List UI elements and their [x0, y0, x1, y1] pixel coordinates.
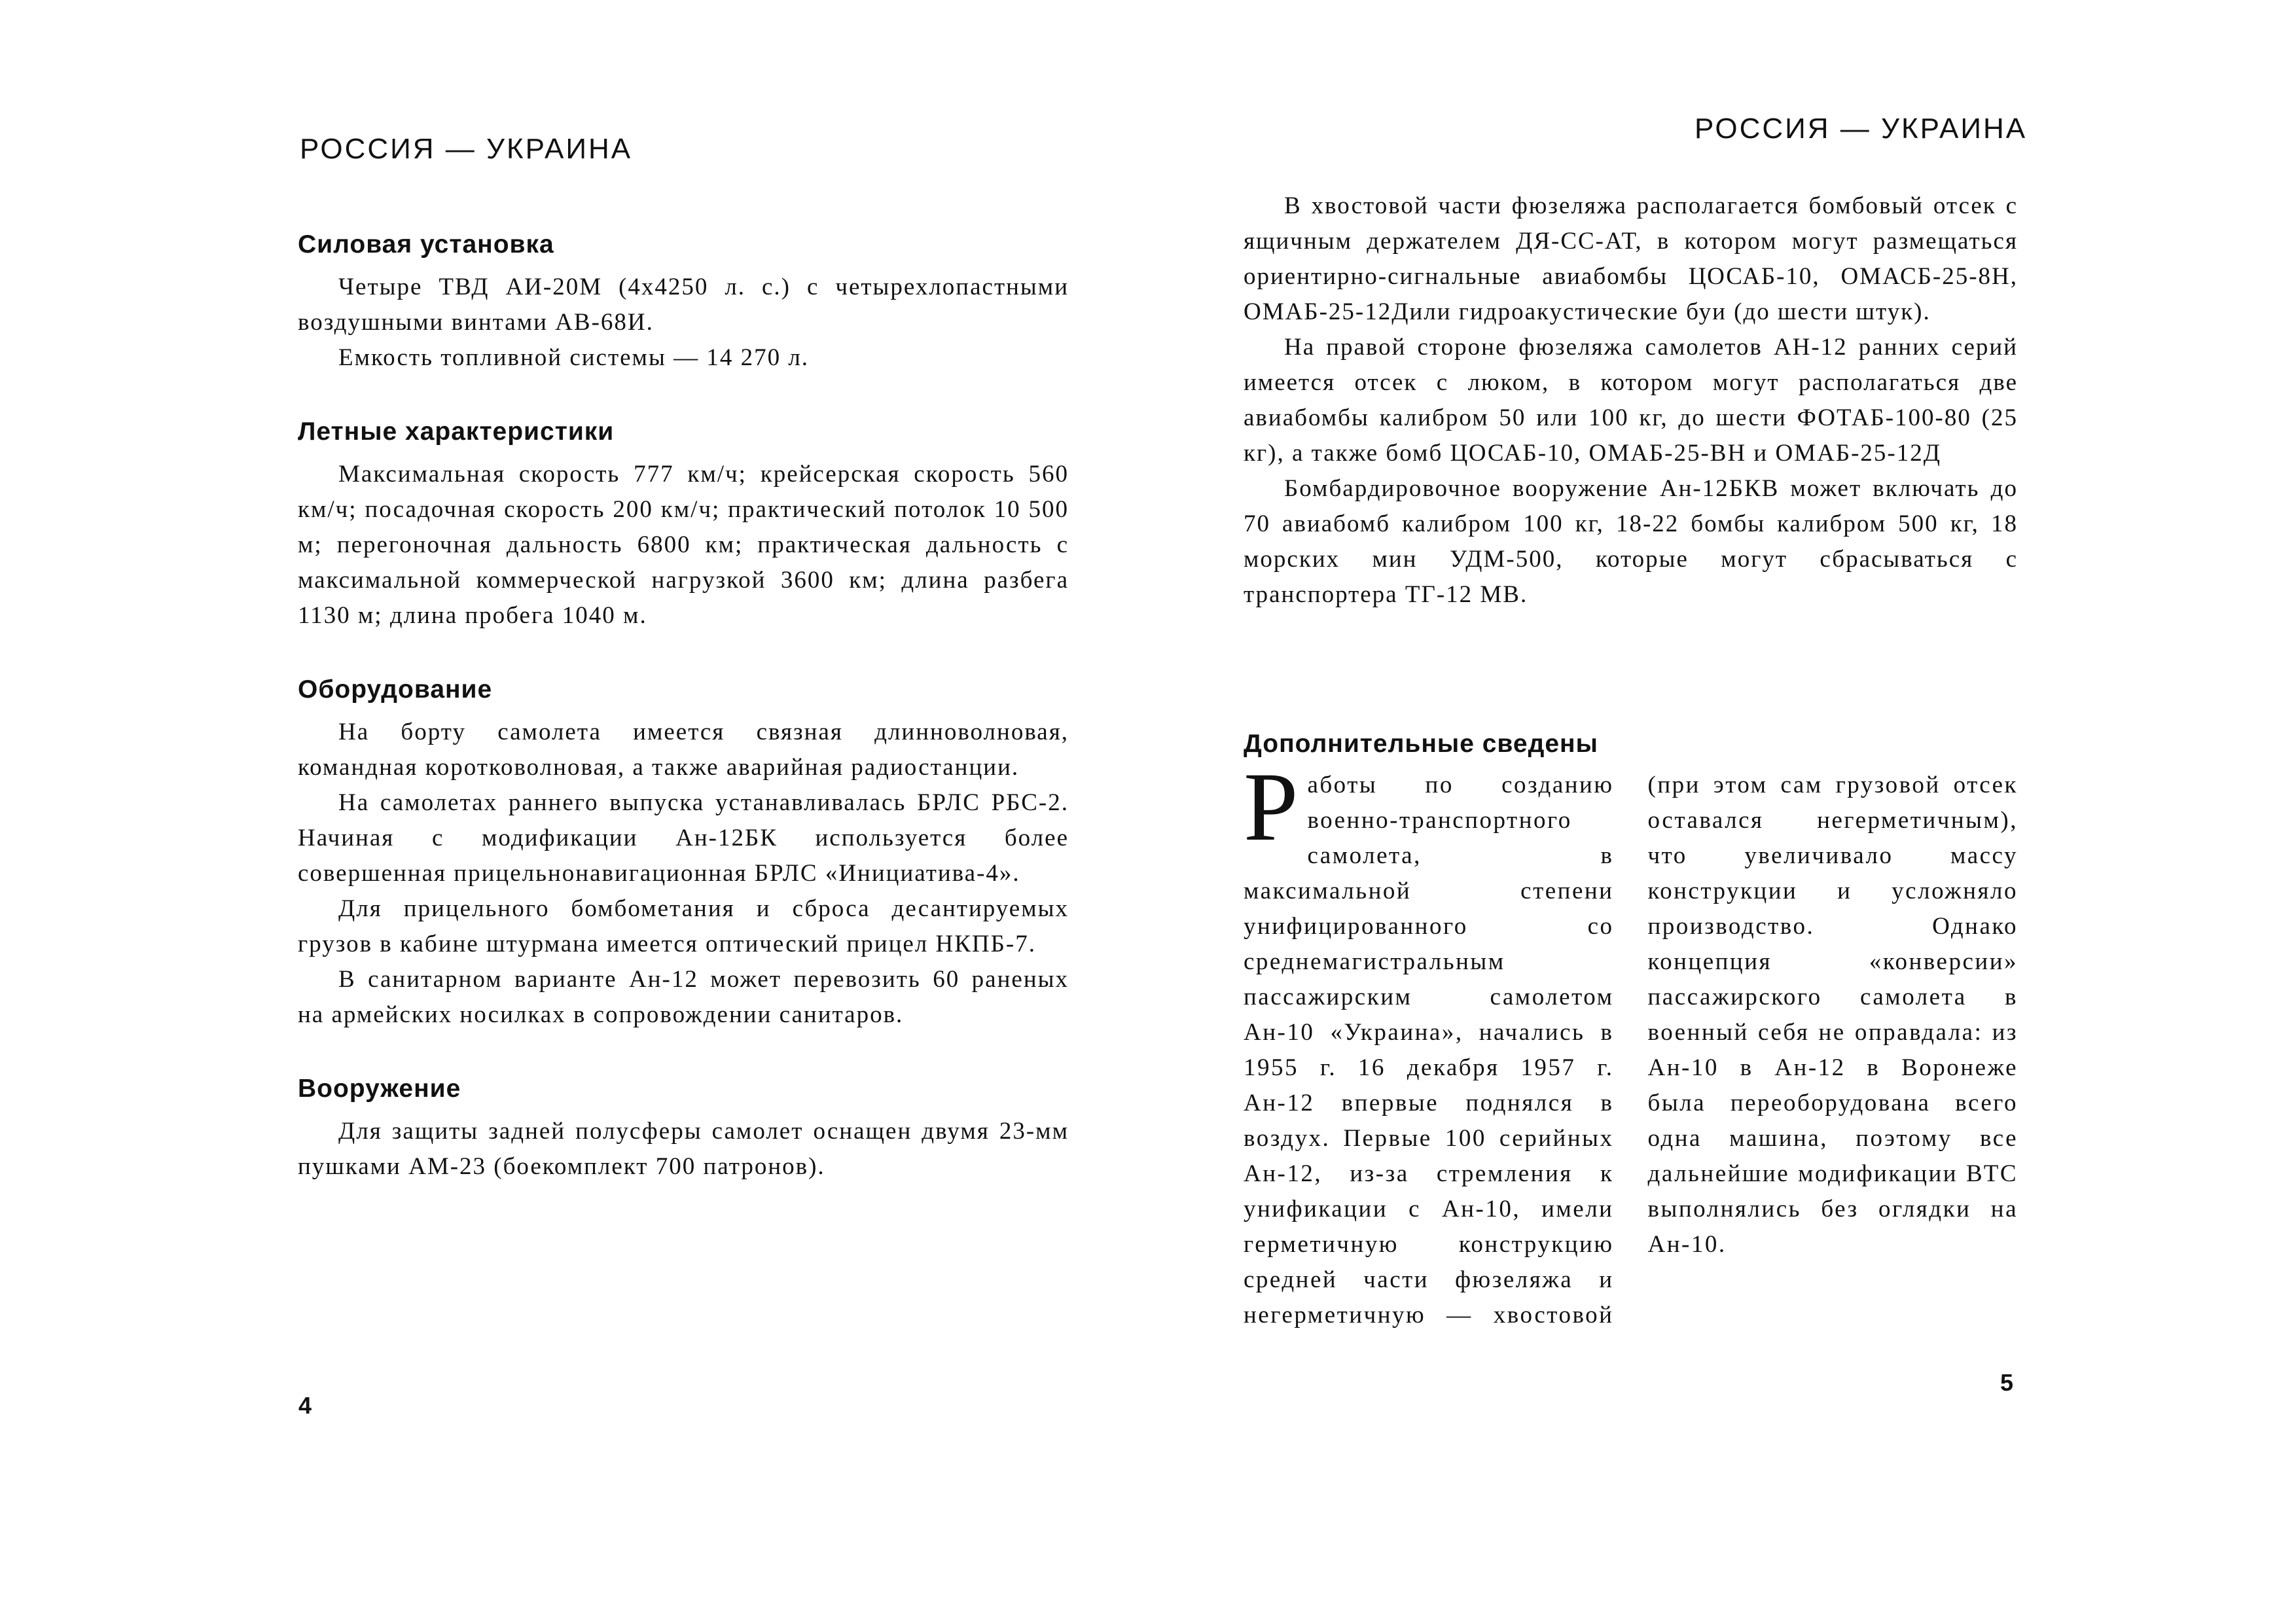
section-heading: Дополнительные сведены: [1244, 730, 1598, 758]
page-number-left: 4: [298, 1392, 312, 1419]
paragraph: Для защиты задней полусферы самолет оснащен двумя 23-мм пушками АМ-23 (боекомплект 700 патронов).: [298, 1118, 1069, 1180]
section-heading: Оборудование: [298, 675, 493, 704]
section-armament: [298, 1075, 1069, 1185]
left-text-column: [298, 230, 1069, 1226]
paragraph: В хвостовой части фюзеляжа располагается бомбовый отсек с ящичным держателем ДЯ-СС-АТ, в котором могут размещаться ориентирно-сигнальные авиабомбы ЦОСАБ-10, ОМАСБ-25-8Н, ОМАБ-25-12Дили гидроакустические буи (до шести штук).: [1244, 192, 2018, 325]
section-heading: Силовая установка: [298, 230, 554, 259]
paragraph: Для прицельного бомбометания и сброса десантируемых грузов в кабине штурмана имеется оптический прицел НКПБ-7.: [298, 895, 1069, 957]
paragraph: На борту самолета имеется связная длинноволновая, командная коротковолновая, а также аварийная радиостанции.: [298, 719, 1069, 781]
paragraph: аботы по созданию военно-транспортного самолета, в максимальной степени унифицированного со среднемагистральным пассажирским самолетом Ан-10 «Украина», начались в 1955 г. 16 декабря 1957 г. Ан-12 впервые поднялся в воздух. Первые 100 серийных Ан-12, из-за стремления к унификации с Ан-10, имели герметичную конструкцию средней части фюзеляжа и негерметичную — хвостовой (при этом сам грузовой отсек оставался негерметичным), что увеличивало массу конструкции и усложняло производство. Однако концепция «конверсии» пассажирского самолета в военный себя не оправдала: из Ан-10 в Ан-12 в Воронеже была переоборудована всего одна машина, поэтому все дальнейшие модификации ВТС выполнялись без оглядки на Ан-10.: [1244, 772, 2018, 1329]
paragraph: На правой стороне фюзеляжа самолетов АН-12 ранних серий имеется отсек с люком, в котором могут располагаться две авиабомбы калибром 50 или 100 кг, до шести ФОТАБ-100-80 (25 кг), а также бомб ЦОСАБ-10, ОМАБ-25-ВН и ОМАБ-25-12Д: [1244, 334, 2018, 467]
right-text-column: [1244, 188, 2018, 613]
paragraph: В санитарном варианте Ан-12 может перевозить 60 раненых на армейских носилках в сопровождении санитаров.: [298, 966, 1069, 1028]
two-column-text: [1244, 753, 2018, 1344]
extra-info-section: [1244, 730, 2018, 1344]
paragraph: Емкость топливной системы — 14 270 л.: [338, 344, 810, 371]
right-page: [1148, 0, 2296, 1623]
section-flight-characteristics: [298, 418, 1069, 633]
drop-cap: Р: [1244, 753, 1299, 861]
section-heading: Летные характеристики: [298, 418, 615, 446]
paragraph: Бомбардировочное вооружение Ан-12БКВ может включать до 70 авиабомб калибром 100 кг, 18-22 бомбы калибром 500 кг, 18 морских мин УДМ-500, которые могут сбрасываться с транспортера ТГ-12 МВ.: [1244, 475, 2018, 608]
section-equipment: [298, 675, 1069, 1033]
section-power-plant: [298, 230, 1069, 376]
running-head-left: РОССИЯ — УКРАИНА: [300, 133, 633, 165]
paragraph: Четыре ТВД АИ-20М (4х4250 л. с.) с четырехлопастными воздушными винтами АВ-68И.: [298, 274, 1069, 336]
paragraph: На самолетах раннего выпуска устанавливалась БРЛС РБС-2. Начиная с модификации Ан-12БК используется более совершенная прицельнонавигационная БРЛС «Инициатива-4».: [298, 789, 1069, 887]
section-heading: Вооружение: [298, 1075, 461, 1103]
paragraph: Максимальная скорость 777 км/ч; крейсерская скорость 560 км/ч; посадочная скорость 200 км/ч; практический потолок 10 500 м; перегоночная дальность 6800 км; практическая дальность с максимальной коммерческой нагрузкой 3600 км; длина разбега 1130 м; длина пробега 1040 м.: [298, 461, 1069, 629]
running-head-right: РОССИЯ — УКРАИНА: [1695, 113, 2028, 145]
page-number-right: 5: [2000, 1369, 2014, 1396]
